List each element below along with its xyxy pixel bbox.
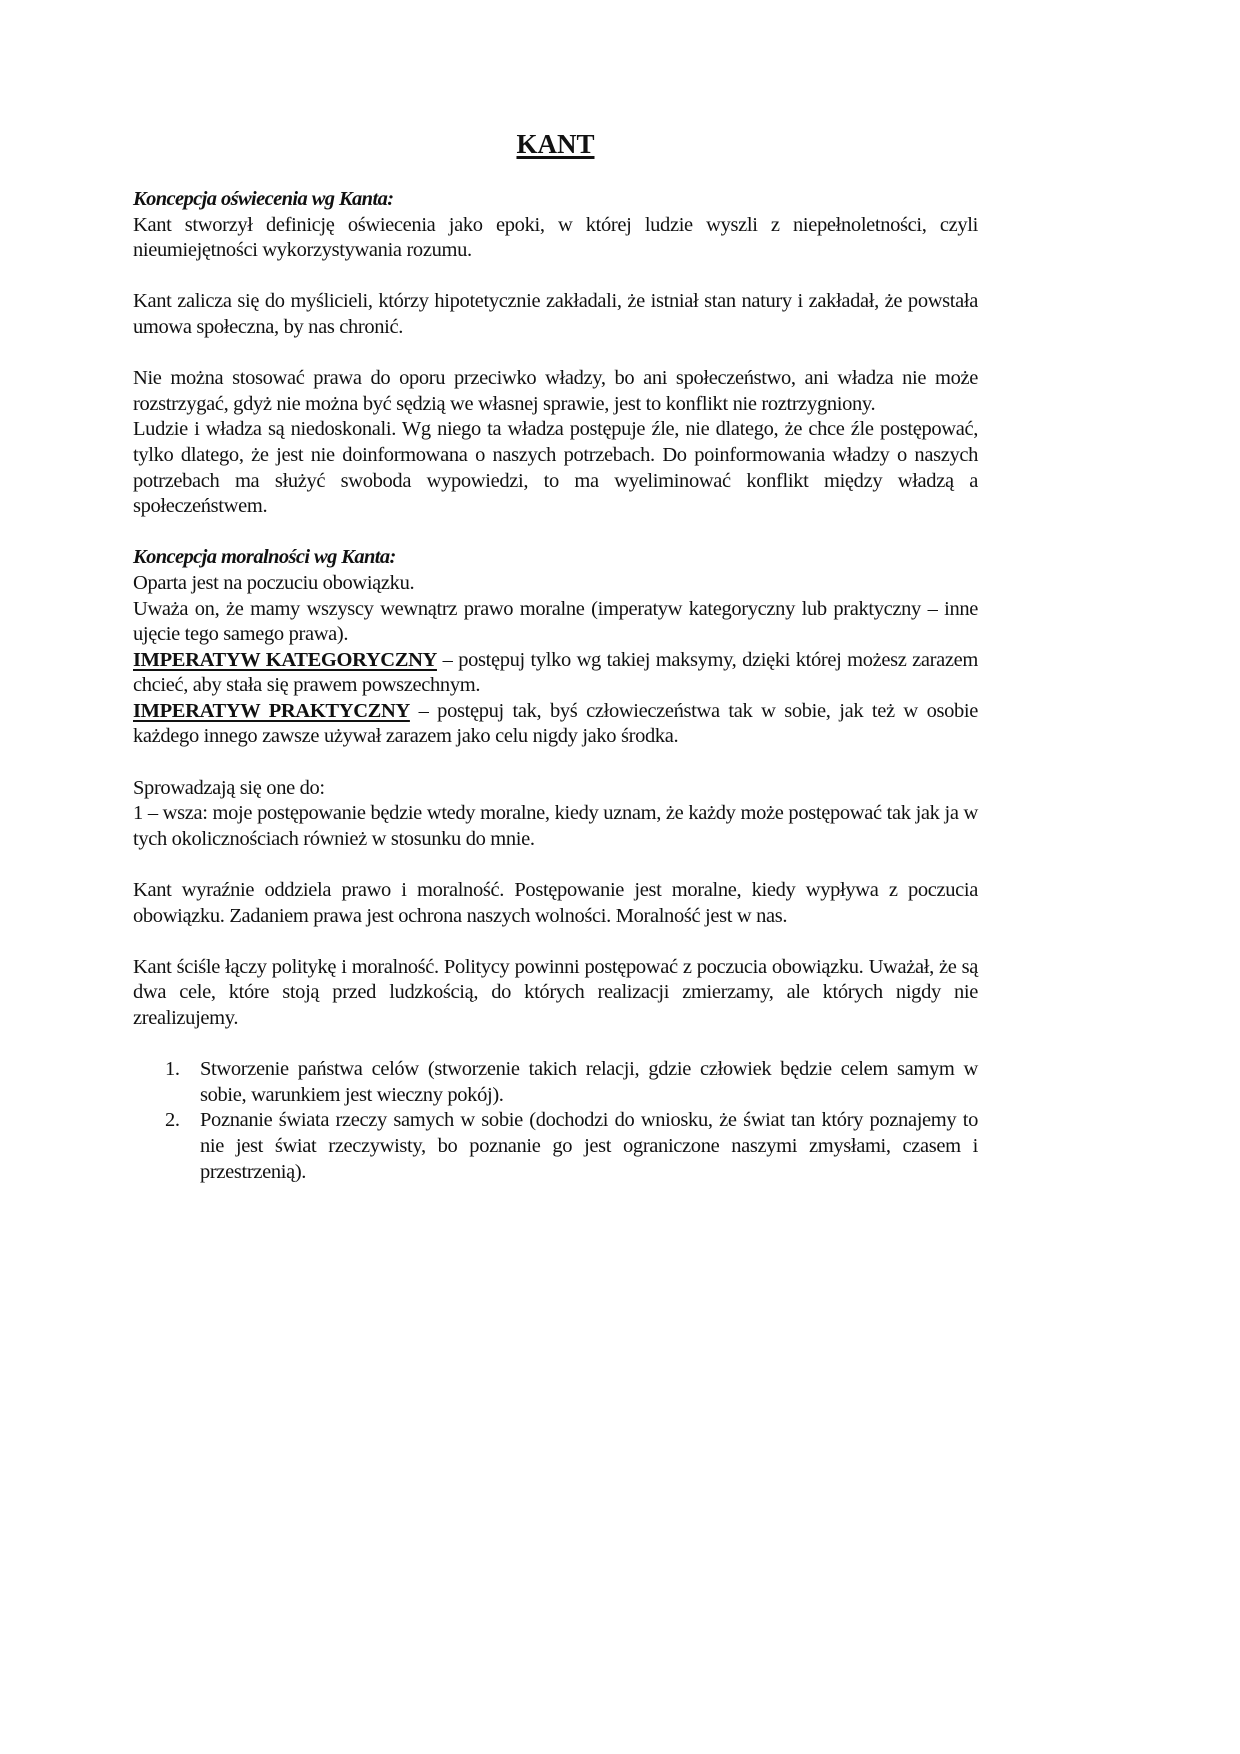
paragraph-social-contract: Kant zalicza się do myślicieli, którzy hipotetycznie zakładali, że istniał stan natury i zakładał, że powstała umowa społeczna, by nas chronić.	[133, 290, 978, 338]
definition-text: – postępuj tylko wg takiej maksymy, dzięki której możesz zarazem chcieć, aby stała się prawem powszechnym.	[133, 648, 978, 697]
paragraph-free-speech: Ludzie i władza są niedoskonali. Wg niego ta władza postępuje źle, nie dlatego, że chce źle postępować, tylko dlatego, że jest nie doinformowana o naszych potrzebach. Do poinformowania władzy o naszych potrzebach ma służyć swoboda wypowiedzi, to ma wyeliminować konflikt między władzą a społeczeństwem.	[133, 418, 978, 518]
term-practical-imperative: IMPERATYW PRAKTYCZNY	[133, 699, 410, 722]
definition-practical-imperative	[133, 699, 978, 750]
paragraph-reduction-intro: Sprowadzają się one do:	[133, 776, 325, 799]
paragraph-moral-law: Uważa on, że mamy wszyscy wewnątrz prawo moralne (imperatyw kategoryczny lub praktyczny – inne ujęcie tego samego prawa).	[133, 597, 978, 646]
paragraph-right-to-resist: Nie można stosować prawa do oporu przeciwko władzy, bo ani społeczeństwo, ani władza nie może rozstrzygać, gdyż nie można być sędzią we własnej sprawie, jest to konflikt nie roztrzygniony.	[133, 367, 978, 415]
list-item	[165, 1057, 978, 1108]
section-heading-enlightenment: Koncepcja oświecenia wg Kanta:	[133, 188, 394, 210]
term-categorical-imperative: IMPERATYW KATEGORYCZNY	[133, 648, 437, 671]
list-item-text: Poznanie świata rzeczy samych w sobie (dochodzi do wniosku, że świat tan który poznajemy to nie jest świat rzeczywisty, bo poznanie go jest ograniczone naszymi zmysłami, czasem i przestrzenią).	[200, 1109, 978, 1183]
paragraph-politics-and-morality: Kant ściśle łączy politykę i moralność. Politycy powinni postępować z poczucia obowiązku. Uważał, że są dwa cele, które stoją przed ludzkością, do których realizacji zmierzamy, ale których nigdy nie zrealizujemy.	[133, 955, 978, 1029]
goals-list	[133, 1057, 978, 1185]
document-body	[133, 187, 978, 1185]
list-item-number: 2.	[165, 1109, 180, 1132]
list-item	[165, 1108, 978, 1185]
document-title: KANT	[516, 129, 595, 159]
list-item-number: 1.	[165, 1058, 180, 1081]
definition-text: – postępuj tak, byś człowieczeństwa tak w sobie, jak też w osobie każdego innego zawsze używał zarazem jako celu nigdy jako środka.	[133, 699, 978, 748]
list-item-text: Stworzenie państwa celów (stworzenie takich relacji, gdzie człowiek będzie celem samym w sobie, warunkiem jest wieczny pokój).	[200, 1058, 978, 1106]
paragraph-enlightenment-definition: Kant stworzył definicję oświecenia jako epoki, w której ludzie wyszli z niepełnoletności, czyli nieumiejętności wykorzystywania rozumu.	[133, 213, 978, 262]
definition-categorical-imperative	[133, 648, 978, 699]
section-heading-morality: Koncepcja moralności wg Kanta:	[133, 546, 396, 569]
paragraph-duty: Oparta jest na poczuciu obowiązku.	[133, 571, 415, 594]
paragraph-reduction-rule: 1 – wsza: moje postępowanie będzie wtedy moralne, kiedy uznam, że każdy może postępować tak jak ja w tych okolicznościach również w stosunku do mnie.	[133, 802, 978, 850]
paragraph-law-and-morality: Kant wyraźnie oddziela prawo i moralność. Postępowanie jest moralne, kiedy wypływa z poczucia obowiązku. Zadaniem prawa jest ochrona naszych wolności. Moralność jest w nas.	[133, 879, 978, 927]
